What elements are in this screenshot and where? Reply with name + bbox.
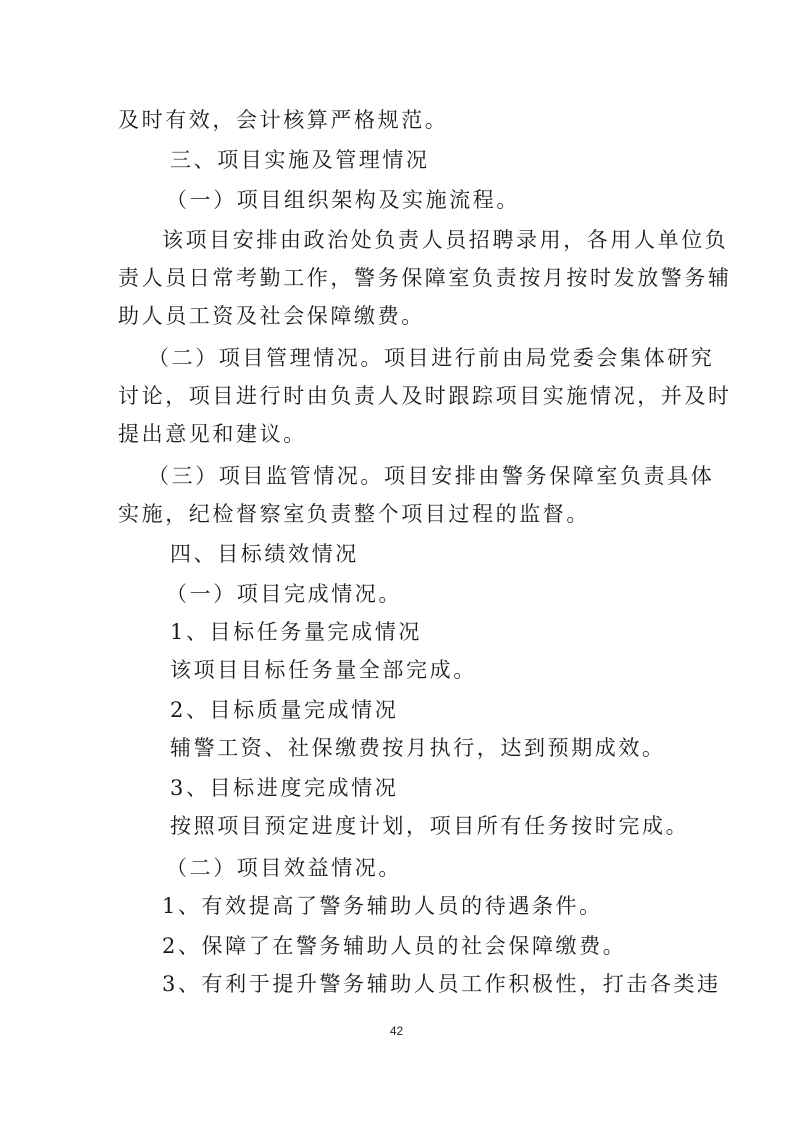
page-number: 42 [389, 1024, 404, 1038]
text-line: 该项目安排由政治处负责人员招聘录用，各用人单位负 [162, 228, 729, 252]
text-line: 按照项目预定进度计划，项目所有任务按时完成。 [170, 814, 690, 838]
list-item: 2、保障了在警务辅助人员的社会保障缴费。 [162, 934, 627, 958]
text-line: 讨论，项目进行时由负责人及时跟踪项目实施情况，并及时 [118, 384, 732, 408]
list-heading: 2、目标质量完成情况 [170, 698, 399, 722]
text-line: 助人员工资及社会保障缴费。 [118, 304, 425, 328]
text-line: （二）项目管理情况。项目进行前由局党委会集体研究 [148, 346, 715, 370]
text-line: 实施，纪检督察室负责整个项目过程的监督。 [118, 502, 590, 526]
subsection-heading: （二）项目效益情况。 [166, 856, 402, 880]
list-heading: 1、目标任务量完成情况 [170, 620, 422, 644]
section-heading: 四、目标绩效情况 [170, 542, 359, 566]
text-line: 辅警工资、社保缴费按月执行，达到预期成效。 [170, 736, 666, 760]
subsection-heading: （一）项目完成情况。 [166, 582, 402, 606]
section-heading: 三、项目实施及管理情况 [170, 148, 430, 172]
text-line: 提出意见和建议。 [118, 422, 307, 446]
subsection-heading: （一）项目组织架构及实施流程。 [166, 188, 520, 212]
text-line: 及时有效，会计核算严格规范。 [118, 108, 449, 132]
text-line: 责人员日常考勤工作，警务保障室负责按月按时发放警务辅 [118, 266, 732, 290]
list-item: 1、有效提高了警务辅助人员的待遇条件。 [162, 894, 603, 918]
text-line: 该项目目标任务量全部完成。 [170, 658, 477, 682]
list-heading: 3、目标进度完成情况 [170, 776, 399, 800]
list-item: 3、有利于提升警务辅助人员工作积极性，打击各类违 [162, 972, 721, 996]
text-line: （三）项目监管情况。项目安排由警务保障室负责具体 [148, 464, 715, 488]
